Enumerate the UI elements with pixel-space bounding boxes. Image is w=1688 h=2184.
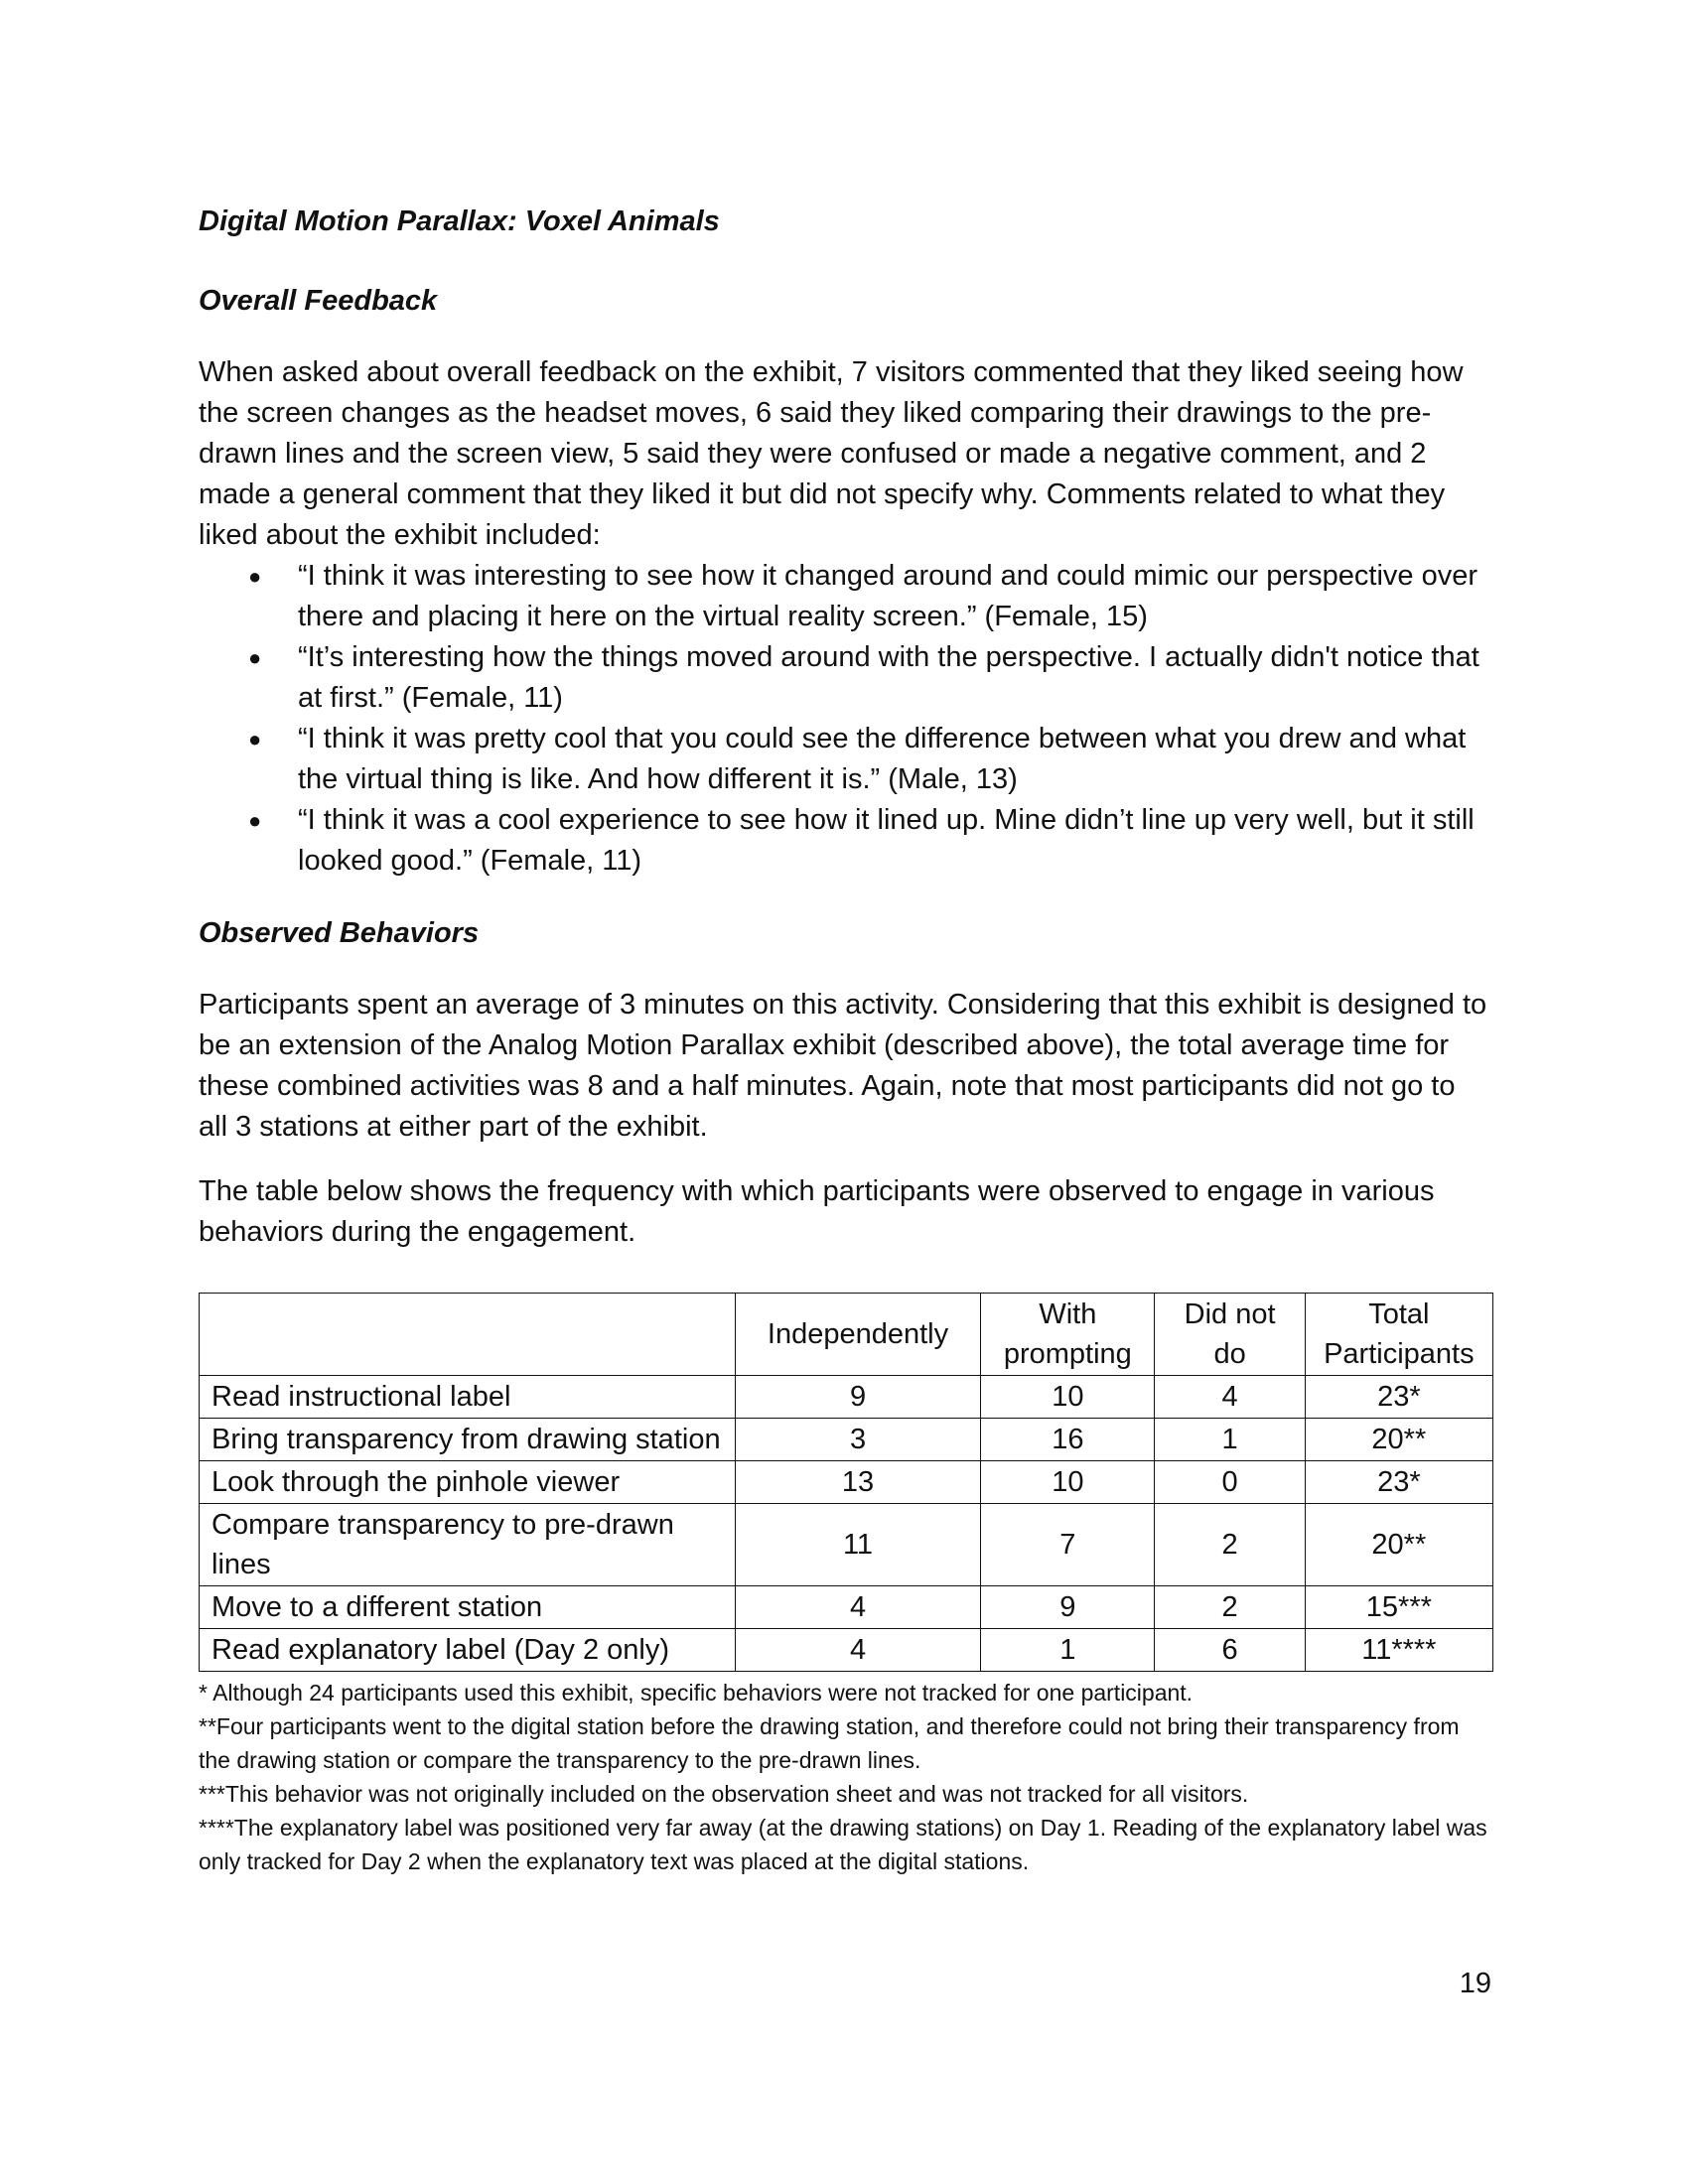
document-page xyxy=(199,194,1491,1878)
table-cell: 0 xyxy=(1155,1461,1305,1504)
table-cell: 4 xyxy=(735,1586,980,1629)
bullet-icon: ● xyxy=(248,645,262,670)
table-cell: 1 xyxy=(981,1629,1155,1672)
table-cell: 4 xyxy=(735,1629,980,1672)
table-cell: 23* xyxy=(1305,1461,1492,1504)
overall-feedback-intro: When asked about overall feedback on the exhibit, 7 visitors commented that they liked seeing how the screen changes as the headset moves, 6 said they liked comparing their drawings to the pre-drawn lines and the screen view, 5 said they were confused or made a negative comment, and 2 made a general comment that they liked it but did not specify why. Comments related to what they liked about the exhibit included: xyxy=(199,356,1464,551)
behavior-cell: Read explanatory label (Day 2 only) xyxy=(200,1629,736,1672)
table-row xyxy=(200,1629,1493,1672)
behavior-cell: Look through the pinhole viewer xyxy=(200,1461,736,1504)
footnote: ****The explanatory label was positioned very far away (at the drawing stations) on Day 1. Reading of the explanatory label was only tracked for Day 2 when the explanatory text was placed at the digital stations. xyxy=(199,1815,1487,1874)
table-cell: 10 xyxy=(981,1376,1155,1419)
table-cell: 16 xyxy=(981,1419,1155,1461)
table-cell: 10 xyxy=(981,1461,1155,1504)
table-footnotes xyxy=(199,1676,1491,1878)
bullet-icon: ● xyxy=(248,564,262,589)
footnote: **Four participants went to the digital station before the drawing station, and therefore could not bring their transparency from the drawing station or compare the transparency to the pre-drawn lines. xyxy=(199,1713,1460,1773)
behavior-cell: Bring transparency from drawing station xyxy=(200,1419,736,1461)
table-cell: 6 xyxy=(1155,1629,1305,1672)
quote-text: “I think it was interesting to see how it changed around and could mimic our perspective over there and placing it here on the virtual reality screen.” (Female, 15) xyxy=(298,560,1478,632)
table-cell: 20** xyxy=(1305,1504,1492,1586)
observed-behaviors-paragraph-1: Participants spent an average of 3 minutes on this activity. Considering that this exhibit is designed to be an extension of the Analog Motion Parallax exhibit (described above), the total average time for these combined activities was 8 and a half minutes. Again, note that most participants did not go to all 3 stations at either part of the exhibit. xyxy=(199,989,1487,1143)
overall-feedback-heading: Overall Feedback xyxy=(199,285,438,317)
quote-text: “I think it was pretty cool that you could see the difference between what you drew and what the virtual thing is like. And how different it is.” (Male, 13) xyxy=(298,723,1467,795)
observed-behaviors-paragraph-2: The table below shows the frequency with which participants were observed to engage in various behaviors during the engagement. xyxy=(199,1175,1435,1248)
table-cell: 2 xyxy=(1155,1586,1305,1629)
table-cell: 7 xyxy=(981,1504,1155,1586)
table-cell: 15*** xyxy=(1305,1586,1492,1629)
observed-behaviors-heading: Observed Behaviors xyxy=(199,917,480,949)
quote-list xyxy=(199,556,1491,882)
table-cell: 2 xyxy=(1155,1504,1305,1586)
footnote: ***This behavior was not originally included on the observation sheet and was not tracked for all visitors. xyxy=(199,1781,1249,1807)
bullet-icon: ● xyxy=(248,808,262,833)
quote-text: “It’s interesting how the things moved around with the perspective. I actually didn't notice that at first.” (Female, 11) xyxy=(298,641,1479,714)
table-header-row xyxy=(200,1294,1493,1376)
quote-item xyxy=(199,800,1491,882)
table-header-cell xyxy=(200,1294,736,1376)
bullet-icon: ● xyxy=(248,727,262,751)
behavior-cell: Compare transparency to pre-drawn lines xyxy=(200,1504,736,1586)
table-cell: 13 xyxy=(735,1461,980,1504)
table-cell: 1 xyxy=(1155,1419,1305,1461)
table-cell: 11**** xyxy=(1305,1629,1492,1672)
table-cell: 9 xyxy=(981,1586,1155,1629)
quote-text: “I think it was a cool experience to see how it lined up. Mine didn’t line up very well, but it still looked good.” (Female, 11) xyxy=(298,804,1475,877)
table-cell: 11 xyxy=(735,1504,980,1586)
table-cell: 20** xyxy=(1305,1419,1492,1461)
table-header-cell: Did not do xyxy=(1155,1294,1305,1376)
table-header-cell: Independently xyxy=(735,1294,980,1376)
behavior-cell: Move to a different station xyxy=(200,1586,736,1629)
table-row xyxy=(200,1504,1493,1586)
table-cell: 23* xyxy=(1305,1376,1492,1419)
table-row xyxy=(200,1461,1493,1504)
table-cell: 9 xyxy=(735,1376,980,1419)
table-cell: 4 xyxy=(1155,1376,1305,1419)
page-number: 19 xyxy=(1459,1968,1491,1999)
table-cell: 3 xyxy=(735,1419,980,1461)
behavior-cell: Read instructional label xyxy=(200,1376,736,1419)
quote-item xyxy=(199,719,1491,800)
table-row xyxy=(200,1586,1493,1629)
table-header-cell: Total Participants xyxy=(1305,1294,1492,1376)
quote-item xyxy=(199,637,1491,719)
table-header-cell: With prompting xyxy=(981,1294,1155,1376)
footnote: * Although 24 participants used this exhibit, specific behaviors were not tracked for one participant. xyxy=(199,1680,1194,1706)
behaviors-table xyxy=(199,1293,1493,1672)
table-row xyxy=(200,1376,1493,1419)
quote-item xyxy=(199,556,1491,637)
section-title: Digital Motion Parallax: Voxel Animals xyxy=(199,205,720,237)
table-row xyxy=(200,1419,1493,1461)
